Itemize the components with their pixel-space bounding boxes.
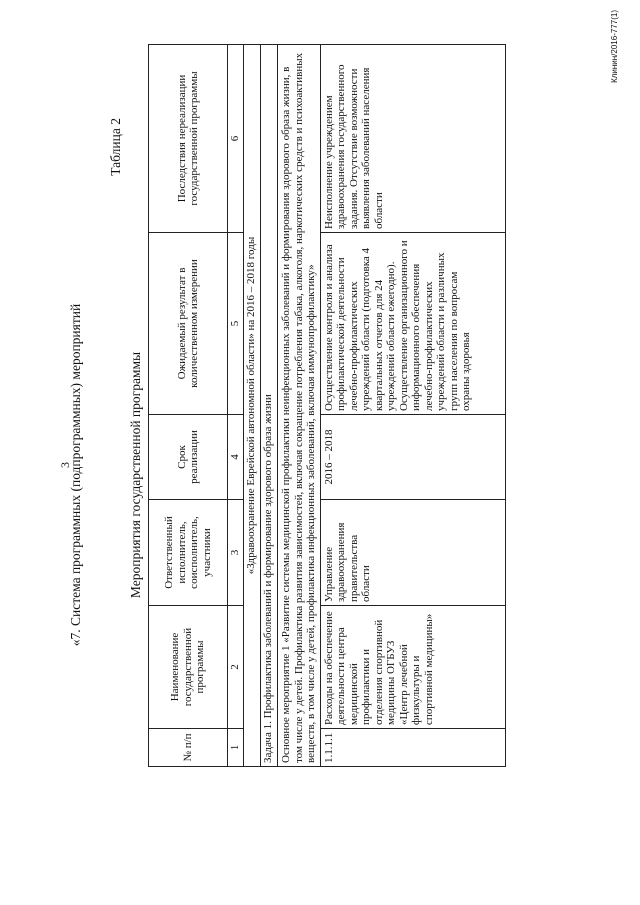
header-cell: Ответственный исполнитель, соисполнитель, участники bbox=[149, 500, 228, 606]
column-number: 2 bbox=[228, 606, 244, 729]
program-events-table bbox=[148, 44, 506, 767]
row-result: Осуществление контроля и анализа профилактической деятельности лечебно-профилактических учреждений области (подготовка 4 квартальных отчетов для 24 учреждений области ежегодно). Осуществление организационного и информационного обеспечения лечебно-профилактических учреждений области и различных групп населения по вопросам охраны здоровья bbox=[320, 233, 505, 415]
task-title: Задача 1. Профилактика заболеваний и формирование здорового образа жизни bbox=[261, 45, 278, 767]
column-number: 6 bbox=[228, 45, 244, 233]
task-row bbox=[261, 45, 278, 767]
document-stamp: Клинин/2016-777(1) bbox=[610, 10, 619, 83]
header-cell: № п/п bbox=[149, 729, 228, 767]
row-term: 2016 – 2018 bbox=[320, 415, 505, 500]
table-row bbox=[320, 45, 505, 767]
program-title: «Здравоохранение Еврейской автономной области» на 2016 – 2018 годы bbox=[244, 45, 261, 767]
page-number: 3 bbox=[58, 462, 72, 468]
main-event-text: Основное мероприятие 1 «Развитие системы медицинской профилактики неинфекционных заболеваний и формирования здорового образа жизни, в том числе у детей. Профилактика развития зависимостей, включая сокращение потребления табака, алкоголя, наркотических средств и психоактивных веществ, в том числе у детей, профилактика инфекционных заболеваний, включая иммунопрофилактику» bbox=[278, 45, 321, 767]
column-number: 1 bbox=[228, 729, 244, 767]
header-cell: Ожидаемый результат в количественном измерении bbox=[149, 233, 228, 415]
row-number: 1.1.1.1 bbox=[320, 729, 505, 767]
header-cell: Последствия нереализации государственной программы bbox=[149, 45, 228, 233]
main-event-row bbox=[278, 45, 321, 767]
program-title-row bbox=[244, 45, 261, 767]
column-number: 5 bbox=[228, 233, 244, 415]
column-number: 3 bbox=[228, 500, 244, 606]
table-subheading: Мероприятия государственной программы bbox=[128, 351, 143, 599]
column-number: 4 bbox=[228, 415, 244, 500]
column-number-row bbox=[228, 45, 244, 767]
table-label: Таблица 2 bbox=[108, 118, 123, 176]
section-heading: «7. Система программных (подпрограммных) мероприятий bbox=[68, 303, 83, 647]
table-header-row bbox=[149, 45, 228, 767]
header-cell: Наименование государственной программы bbox=[149, 606, 228, 729]
row-consequences: Неисполнение учреждением здравоохранения государственного задания. Отсутствие возможности выявления заболеваний населения области bbox=[320, 45, 505, 233]
header-cell: Срок реализации bbox=[149, 415, 228, 500]
row-executor: Управление здравоохранения правительства области bbox=[320, 500, 505, 606]
row-name: Расходы на обеспечение деятельности центра медицинской профилактики и отделения спортивной медицины ОГБУЗ «Центр лечебной физкультуры и спортивной медицины» bbox=[320, 606, 505, 729]
